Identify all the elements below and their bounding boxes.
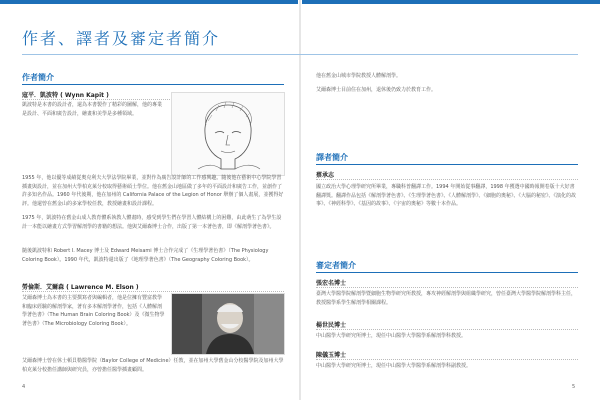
- reviewer-section-rule: [316, 272, 578, 273]
- author1-bio-intro: 凱波特是本書的設計者，還為本書製作了精彩的圖解，他的專業是設計、平面和廣告設計，繪畫和美學是多種領域。: [22, 102, 163, 117]
- author2-bio-intro: 艾爾森博士為本書的主要撰寫者與編輯者，他是位擁有豐富教學和臨床經驗的解剖學家，著有多本解剖學著作，包括《人體解剖學著色書》（The Human Brain Coloring Book）及《微生物學著色書》（The Microbiology Coloring Book）。: [22, 295, 165, 327]
- translator-bio: 國立政治大學心理學研究所畢業，專職科普翻譯工作。1994 年開始從事翻譯，1998 年獲選中國時報開卷版十大好書翻譯獎。翻譯作品包括《解剖學著色書》、《生理學著色書》、《人體解剖學》、《細胞的奧秘》、《大腦的秘密》、《演化的故事》、《神經科學》、《基因的故事》、《宇宙的奧秘》等數十本作品。: [316, 184, 577, 208]
- author1-bio-later: 隨後凱波特和 Robert I. Macey 博士及 Edward Meisami 博士合作完成了《生理學著色書》（The Physiology Coloring Book）。1990 年代，凱波特還出版了《地理學著色書》（The Geography Coloring Book）。: [22, 248, 269, 263]
- author1-bio-book: 1975 年，凱波特在舊金山成人教育體系執教人體畫時，感受到學生們在學習人體結構上的困難，由此萌生了為學生設計一本能以繪畫方式學習解剖學的書籍的想法。他與艾爾森博士合作，出版了第一本著色書，即《解剖學著色書》。: [22, 215, 282, 230]
- top-accent-bar-left: [0, 0, 298, 4]
- reviewer-section-heading: 審定者簡介: [316, 261, 356, 270]
- author1-bio-career: 1955 年，他以優等成績從奧克利夫大學法學院畢業，並對作為廣告設計師的工作感興趣。隨後他在藝術中心學院學習插畫與設計，並在加州大學柏克萊分校取得藝術碩士學位。他在舊金山地區做了多年的平面設計和廣告工作，並創作了許多知名作品。1960 年代後期，他在加州的 California Palace of the Legion of Honor 舉辦了個人畫展，並獲得好評。他還曾在舊金山的多家學校任教，教授繪畫和設計課程。: [22, 175, 284, 207]
- author2-bio-career: 艾爾森博士曾在休士頓貝勒醫學院（Baylor College of Medicine）任教，並在加州大學舊金山分校醫學院及加州大學柏克萊分校擔任講師與研究員，亦曾擔任醫學插畫顧問。: [22, 358, 284, 373]
- reviewer2-name: 楊世民博士: [316, 322, 347, 329]
- reviewer1-rule: [316, 287, 578, 288]
- reviewer1-bio: 臺灣大學醫學院解剖學暨細胞生物學研究所教授，專攻神經解剖學與組織學研究，曾任臺灣大學醫學院解剖學科主任，教授醫學系學生解剖學相關課程。: [316, 291, 577, 306]
- author-section-rule: [22, 84, 284, 85]
- translator-section-heading: 譯者簡介: [316, 153, 348, 162]
- author2-photo: [171, 293, 285, 355]
- author2-bio-current: 艾爾森博士目前住在加州，退休後仍致力於教育工作。: [316, 87, 437, 93]
- right-page-number: 5: [572, 384, 576, 390]
- translator-name: 蔡承志: [316, 172, 335, 179]
- author2-rule: [22, 291, 284, 292]
- reviewer2-bio: 中山醫學大學研究所博士，現任中山醫學大學醫學系解剖學科教授。: [316, 333, 467, 339]
- author1-name: 寇平．凱波特 ( Wynn Kapit ): [22, 92, 109, 99]
- title-divider: [22, 54, 578, 55]
- reviewer2-rule: [316, 329, 578, 330]
- reviewer3-bio: 中山醫學大學研究所博士，現任中山醫學大學醫學系解剖學科副教授。: [316, 363, 472, 369]
- top-accent-bar-right: [302, 0, 600, 4]
- reviewer1-name: 張宏名博士: [316, 280, 347, 287]
- author2-bio-continued: 他在舊金山城市學院教授人體解剖學。: [316, 73, 402, 79]
- reviewer3-rule: [316, 359, 578, 360]
- author2-name: 勞倫斯．艾爾森 ( Lawrence M. Elson ): [22, 284, 139, 291]
- page-title: 作者、譯者及審定者簡介: [22, 29, 221, 48]
- author-section-heading: 作者簡介: [22, 73, 54, 82]
- translator-section-rule: [316, 164, 578, 165]
- book-gutter: [299, 0, 301, 400]
- translator-rule: [316, 179, 578, 180]
- left-page-number: 4: [22, 384, 26, 390]
- author1-portrait: [171, 92, 285, 176]
- reviewer3-name: 陳儀玉博士: [316, 352, 347, 359]
